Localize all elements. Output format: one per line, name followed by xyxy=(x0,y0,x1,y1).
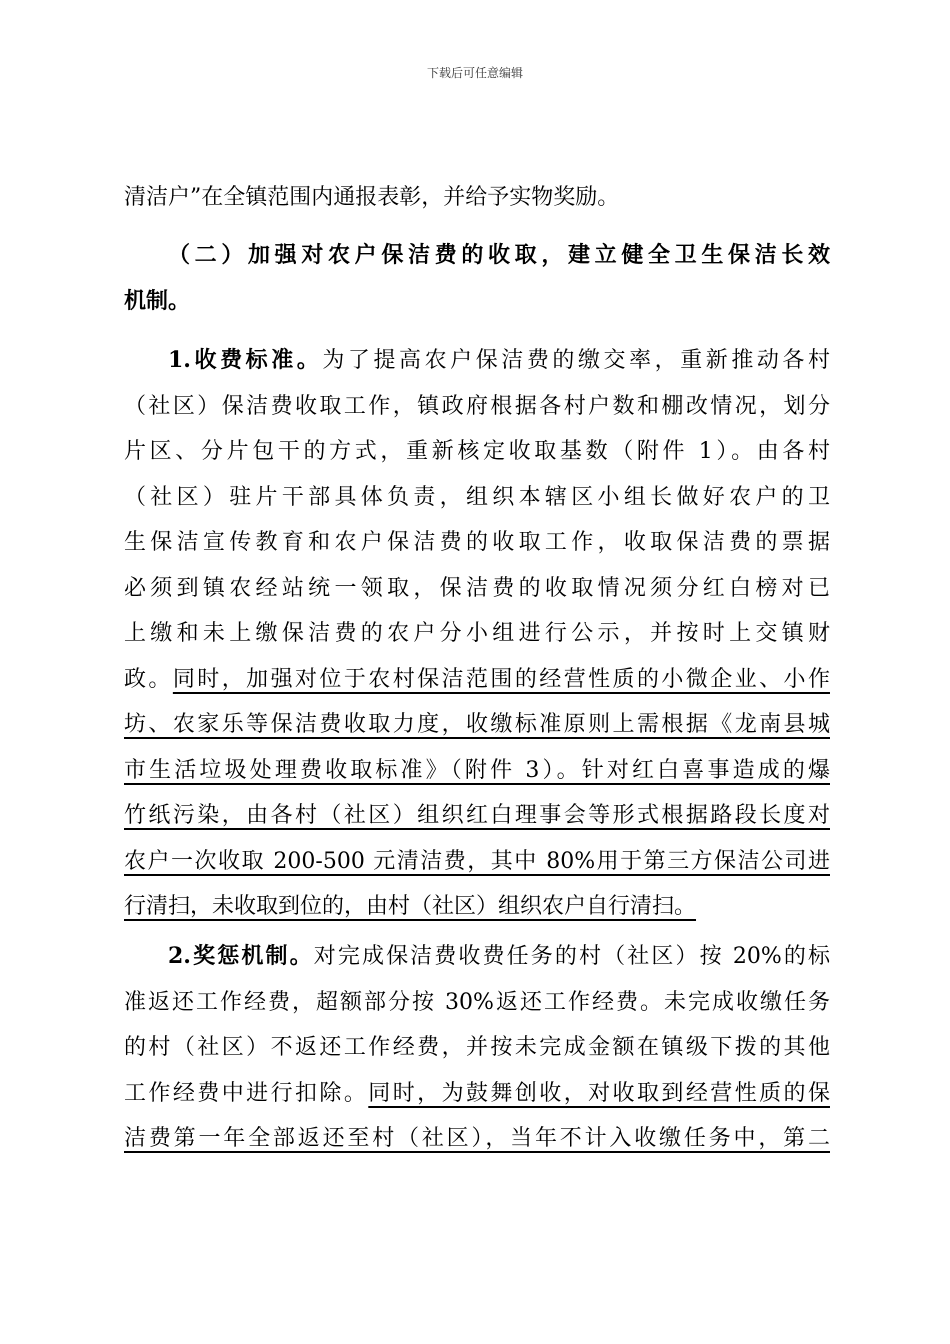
underlined-revision-line: 坊、农家乐等保洁费收取力度，收缴标准原则上需根据《龙南县城 xyxy=(124,712,830,737)
intro-line-1: 清洁户”在全镇范围内通报表彰，并给予实物奖励。 xyxy=(124,185,620,210)
paragraph-line xyxy=(124,1071,830,1117)
paragraph-line: 必须到镇农经站统一领取，保洁费的收取情况须分红白榜对已 xyxy=(124,575,830,601)
paragraph-line: 的村（社区）不返还工作经费，并按未完成金额在镇级下拨的其他 xyxy=(124,1035,830,1060)
underlined-revision-line: 洁费第一年全部返还至村（社区），当年不计入收缴任务中，第二 xyxy=(124,1126,830,1151)
underlined-revision-line: 农户一次收取 200-500 元清洁费，其中 80%用于第三方保洁公司进 xyxy=(124,848,830,874)
paragraph-line xyxy=(124,657,830,703)
section-heading-line-2: 机制。 xyxy=(124,287,191,314)
paragraph-text: 政。 xyxy=(124,666,173,692)
reward-penalty-title: 2.奖惩机制。 xyxy=(168,943,314,969)
underlined-revision-line: 竹纸污染，由各村（社区）组织红白理事会等形式根据路段长度对 xyxy=(124,803,830,828)
underlined-revision-line: 市生活垃圾处理费收取标准》（附件 3）。针对红白喜事造成的爆 xyxy=(124,757,830,783)
paragraph-line: （社区）驻片干部具体负责，组织本辖区小组长做好农户的卫 xyxy=(124,484,830,510)
paragraph-line xyxy=(124,934,830,980)
fee-standard-title: 1.收费标准。 xyxy=(168,347,323,373)
underlined-revision-text: 同时，为鼓舞创收，对收取到经营性质的保 xyxy=(368,1080,830,1106)
section-heading-line-1: （二）加强对农户保洁费的收取，建立健全卫生保洁长效 xyxy=(168,242,830,268)
page-header: 下载后可任意编辑 xyxy=(426,66,523,80)
intro-paragraph xyxy=(124,175,830,221)
paragraph-line xyxy=(124,338,830,384)
paragraph-text: 工作经费中进行扣除。 xyxy=(124,1080,369,1106)
fee-standard-paragraph xyxy=(124,338,830,930)
paragraph-text: 对完成保洁费收费任务的村（社区）按 20%的标 xyxy=(313,944,831,969)
underlined-revision-text: 同时，加强对位于农村保洁范围的经营性质的小微企业、小作 xyxy=(172,666,830,692)
reward-penalty-paragraph xyxy=(124,934,830,1162)
paragraph-line: 准返还工作经费，超额部分按 30%返还工作经费。未完成收缴任务 xyxy=(124,989,830,1015)
paragraph-line: （社区）保洁费收取工作，镇政府根据各村户数和棚改情况，划分 xyxy=(124,393,830,419)
section-heading xyxy=(124,233,830,324)
paragraph-text: 为了提高农户保洁费的缴交率，重新推动各村 xyxy=(322,348,830,373)
underlined-revision-line: 行清扫，未收取到位的，由村（社区）组织农户自行清扫。 xyxy=(124,894,697,919)
paragraph-line: 上缴和未上缴保洁费的农户分小组进行公示，并按时上交镇财 xyxy=(124,621,830,646)
paragraph-line: 片区、分片包干的方式，重新核定收取基数（附件 1）。由各村 xyxy=(124,439,830,464)
paragraph-line: 生保洁宣传教育和农户保洁费的收取工作，收取保洁费的票据 xyxy=(124,530,830,555)
